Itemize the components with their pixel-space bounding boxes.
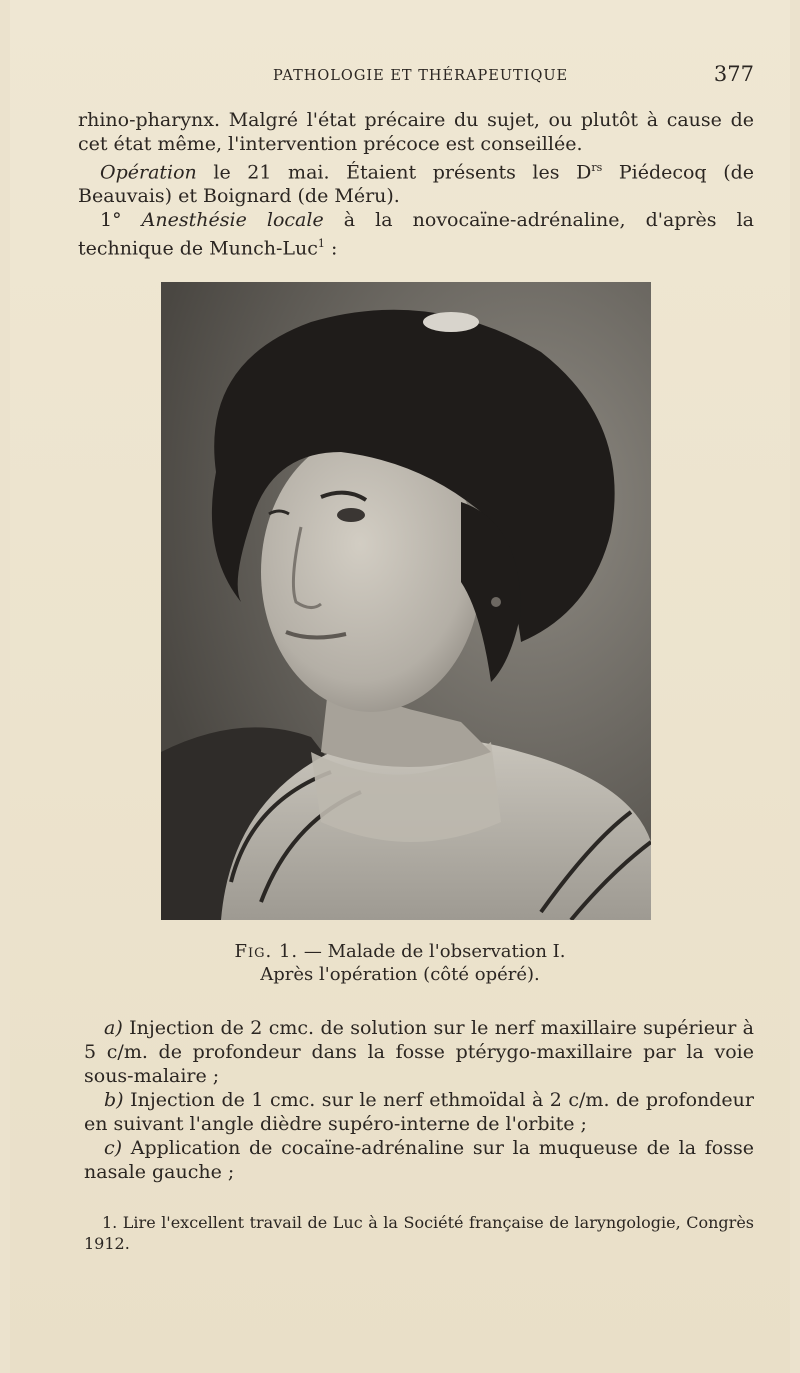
figure-label: Fig. 1.	[234, 941, 299, 962]
operation-end: Piédecoq (de Beauvais) et Boignard (de Méru).	[78, 161, 755, 208]
list-item-b	[84, 1088, 754, 1136]
item1-end: :	[324, 237, 338, 260]
list-item-a	[84, 1016, 754, 1088]
operation-label: Opération	[100, 161, 197, 184]
footnote-text: 1. Lire l'excellent travail de Luc à la Société française de laryngologie, Congrès 1912.	[84, 1213, 754, 1253]
footnote	[84, 1212, 754, 1254]
item1-number: 1°	[100, 209, 122, 232]
list-text-b: Injection de 1 cmc. sur le nerf ethmoïdal à 2 c/m. de profondeur en suivant l'angle dièdre supéro-interne de l'orbite ;	[84, 1089, 754, 1135]
list-marker-b: b)	[104, 1089, 124, 1111]
operation-text: le 21 mai. Étaient présents les D	[196, 161, 592, 184]
figure-caption	[150, 940, 650, 986]
caption-line-1	[150, 940, 650, 963]
list-marker-c: c)	[104, 1137, 123, 1159]
list-text-a: Injection de 2 cmc. de solution sur le nerf maxillaire supérieur à 5 c/m. de profondeur dans la fosse ptérygo-maxillaire par la voie sous-malaire ;	[84, 1017, 754, 1087]
paragraph-rhino-pharynx: rhino-pharynx. Malgré l'état précaire du sujet, ou plutôt à cause de cet état même, l'intervention précoce est conseillée.	[78, 109, 754, 155]
procedure-list	[84, 1016, 754, 1184]
item1-text: à la novocaïne-adrénaline, d'après la technique de Munch-Luc	[78, 209, 754, 260]
item1-label: Anesthésie locale	[141, 209, 324, 232]
list-marker-a: a)	[104, 1017, 123, 1039]
portrait-photograph	[161, 282, 651, 920]
list-text-c: Application de cocaïne-adrénaline sur la muqueuse de la fosse nasale gauche ;	[84, 1137, 754, 1183]
body-text	[78, 108, 754, 261]
list-item-c	[84, 1136, 754, 1184]
caption-line-2: Après l'opération (côté opéré).	[260, 964, 540, 985]
page-number: 377	[713, 62, 754, 86]
portrait-illustration	[161, 282, 651, 920]
page-header	[78, 62, 754, 90]
paragraph-operation	[78, 156, 754, 208]
caption-title: — Malade de l'observation I.	[298, 941, 566, 962]
running-head: PATHOLOGIE ET THÉRAPEUTIQUE	[273, 68, 569, 84]
drs-superscript: rs	[591, 161, 603, 174]
footnote-reference: 1	[317, 237, 325, 251]
paragraph-anesthesia	[78, 208, 754, 260]
